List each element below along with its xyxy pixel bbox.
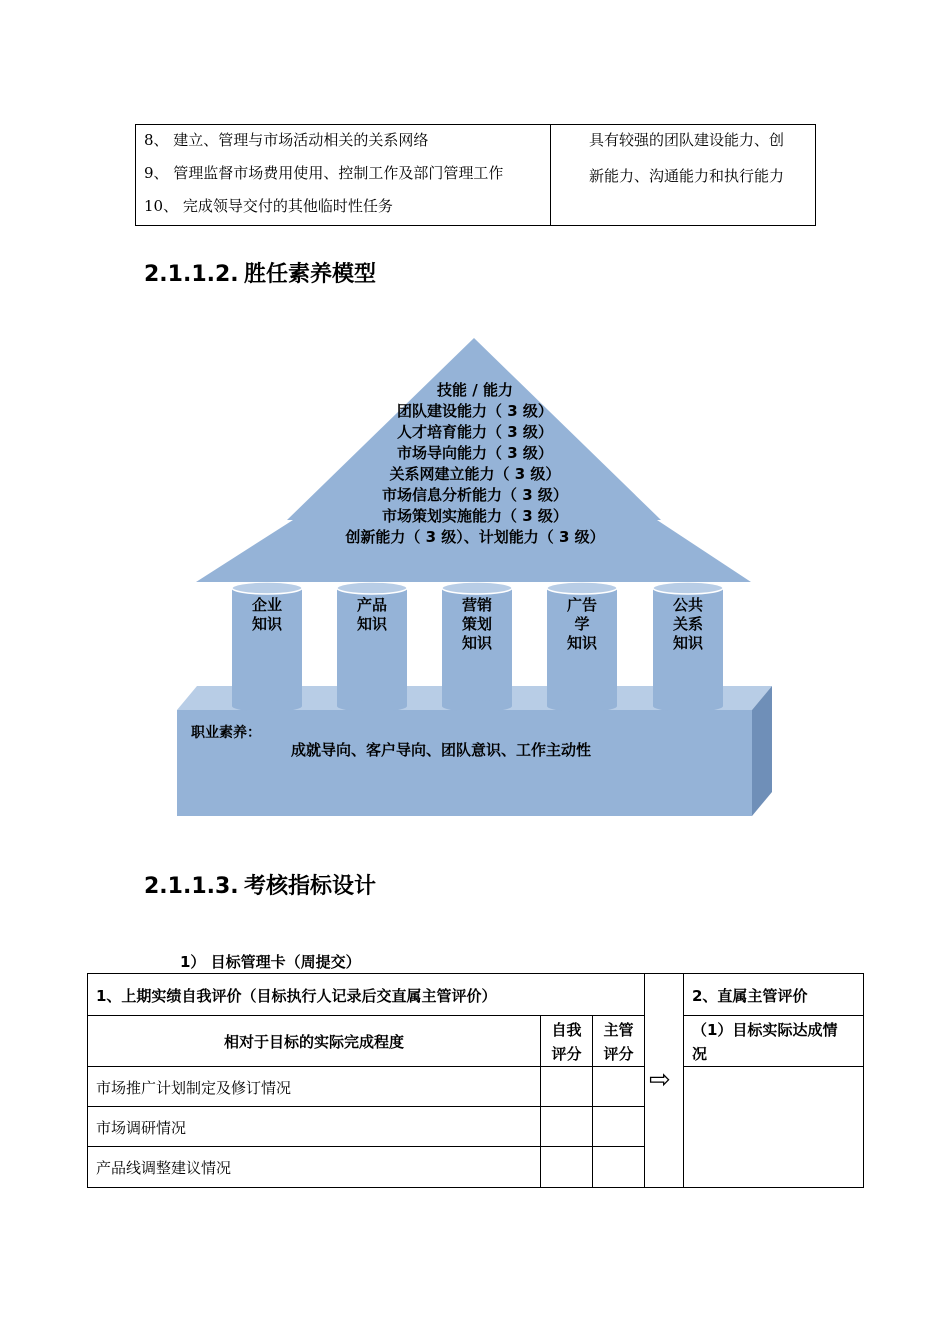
manager-score-cell[interactable] [592, 1146, 645, 1188]
pillar-label-line: 知识 [461, 634, 492, 652]
self-score-cell[interactable] [540, 1146, 593, 1188]
target-card-heading: 1） 目标管理卡（周提交） [180, 953, 361, 971]
pillar-label-line: 公共 [672, 596, 703, 614]
section-title: 考核指标设计 [244, 874, 377, 899]
arrow-column [644, 973, 684, 1188]
pillar-label-advertising [547, 596, 617, 653]
roof-line: 市场导向能力（ 3 级） [397, 444, 553, 462]
duties-table [135, 124, 816, 226]
section-number: 2.1.1.3. [144, 874, 239, 899]
ability-line: 具有较强的团队建设能力、创 [589, 131, 785, 149]
roof-line: 团队建设能力（ 3 级） [397, 402, 553, 420]
self-score-cell[interactable] [540, 1106, 593, 1147]
section-title: 胜任素养模型 [244, 262, 377, 287]
table-row-label: 市场推广计划制定及修订情况 [87, 1066, 541, 1107]
pillar-label-line: 知识 [566, 634, 597, 652]
duties-list [136, 125, 551, 225]
header-line: （1）目标实际达成情 [692, 1021, 838, 1039]
roof-line: 创新能力（ 3 级）、计划能力（ 3 级） [345, 528, 605, 546]
pillar-label-line: 企业 [251, 596, 282, 614]
manager-evaluation-body[interactable] [683, 1066, 864, 1188]
ability-line: 新能力、沟通能力和执行能力 [589, 167, 785, 185]
pillar-label-marketing [442, 596, 512, 653]
section-number: 2.1.1.2. [144, 262, 239, 287]
section-heading-kpi [144, 869, 376, 900]
roof-line: 市场信息分析能力（ 3 级） [382, 486, 568, 504]
duty-item: 8、 建立、管理与市场活动相关的关系网络 [144, 131, 429, 149]
roof-line: 市场策划实施能力（ 3 级） [382, 507, 568, 525]
competency-model-diagram [175, 338, 775, 820]
manager-evaluation-header: 2、直属主管评价 [683, 973, 864, 1016]
base-text: 成就导向、客户导向、团队意识、工作主动性 [291, 741, 592, 759]
manager-score-column-header [592, 1015, 645, 1067]
ability-requirements [551, 125, 815, 225]
base-label: 职业素养： [191, 725, 261, 741]
self-evaluation-header: 1、上期实绩自我评价（目标执行人记录后交直属主管评价） [87, 973, 645, 1016]
header-line: 自我 [551, 1021, 582, 1039]
pillar-label-line: 产品 [356, 596, 387, 614]
pillar-label-line: 知识 [356, 615, 387, 633]
pillar-label-public-relations [653, 596, 723, 653]
table-row-label: 产品线调整建议情况 [87, 1146, 541, 1188]
section-heading-competency [144, 257, 376, 288]
pillar-label-product [337, 596, 407, 634]
base-front-face [177, 710, 752, 816]
target-management-card [87, 973, 864, 1188]
pillar-label-line: 营销 [461, 596, 492, 614]
right-arrow-icon: ⇨ [649, 1065, 671, 1095]
pillar-label-line: 广告 [566, 596, 597, 614]
pillar-label-line: 学 [574, 615, 590, 633]
pillar-label-enterprise [232, 596, 302, 634]
pillar-label-line: 知识 [251, 615, 282, 633]
roof-line: 关系网建立能力（ 3 级） [389, 465, 561, 483]
header-line: 评分 [551, 1045, 582, 1063]
self-score-cell[interactable] [540, 1066, 593, 1107]
completion-column-header: 相对于目标的实际完成程度 [87, 1015, 541, 1067]
pillar-label-line: 关系 [672, 615, 703, 633]
table-row-label: 市场调研情况 [87, 1106, 541, 1147]
header-line: 主管 [603, 1021, 634, 1039]
manager-score-cell[interactable] [592, 1066, 645, 1107]
roof-line: 人才培育能力（ 3 级） [397, 423, 553, 441]
duty-item: 10、 完成领导交付的其他临时性任务 [144, 197, 393, 215]
manager-score-cell[interactable] [592, 1106, 645, 1147]
self-score-column-header [540, 1015, 593, 1067]
actual-achievement-header [683, 1015, 864, 1067]
header-line: 评分 [603, 1045, 634, 1063]
pillar-label-line: 策划 [461, 615, 492, 633]
roof-line: 技能 / 能力 [437, 381, 513, 399]
pillar-label-line: 知识 [672, 634, 703, 652]
header-line: 况 [692, 1045, 708, 1063]
duty-item: 9、 管理监督市场费用使用、控制工作及部门管理工作 [144, 164, 504, 182]
